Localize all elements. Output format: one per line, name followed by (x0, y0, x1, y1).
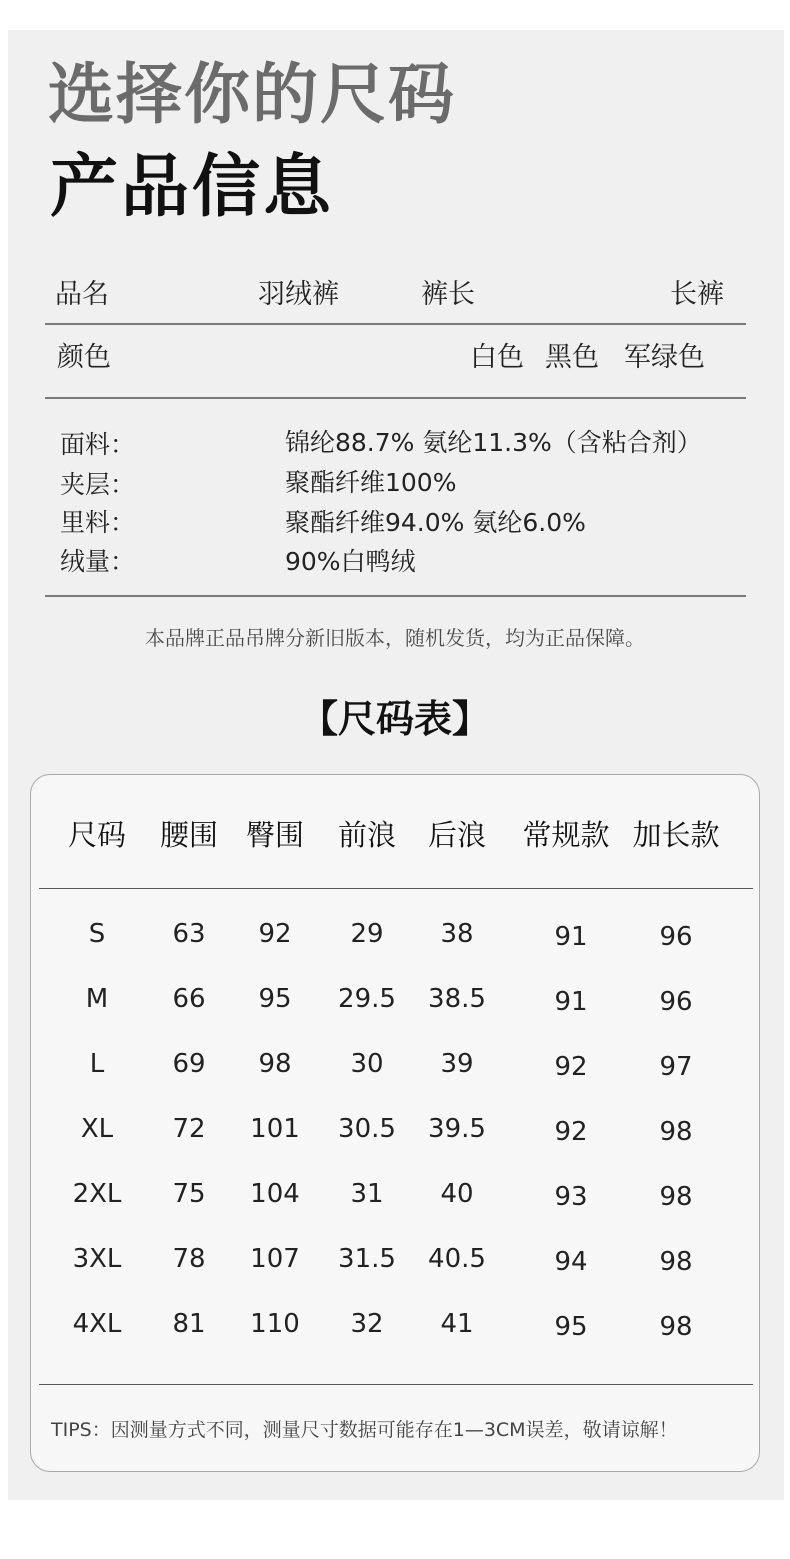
cell-front-rise: 31 (350, 1179, 384, 1209)
cell-size: M (85, 984, 109, 1014)
cell-hip: 101 (250, 1114, 300, 1144)
fabric-value-shell: 锦纶88.7% 氨纶11.3%（含粘合剂） (285, 428, 702, 457)
header-waist: 腰围 (159, 818, 219, 852)
header-regular-length: 常规款 (522, 818, 610, 852)
cell-size: L (89, 1049, 105, 1079)
cell-back-rise: 38.5 (428, 984, 486, 1014)
cell-back-rise: 39 (440, 1049, 474, 1079)
color-label: 颜色 (57, 342, 111, 373)
divider (45, 595, 746, 597)
cell-regular-length: 94 (554, 1247, 588, 1277)
cell-regular-length: 93 (554, 1182, 588, 1212)
size-chart-title: 【尺码表】 (299, 697, 490, 741)
cell-front-rise: 30 (350, 1049, 384, 1079)
fabric-label-fill: 绒量： (60, 547, 136, 576)
header-back-rise: 后浪 (427, 818, 487, 852)
cell-long-length: 97 (659, 1052, 693, 1082)
cell-hip: 110 (250, 1309, 300, 1339)
cell-size: 4XL (72, 1309, 122, 1339)
cell-size: XL (80, 1114, 114, 1144)
tips-note: TIPS：因测量方式不同，测量尺寸数据可能存在1—3CM误差，敬请谅解！ (51, 1419, 678, 1441)
cell-hip: 92 (258, 919, 292, 949)
cell-waist: 72 (172, 1114, 206, 1144)
cell-long-length: 98 (659, 1117, 693, 1147)
cell-regular-length: 91 (554, 922, 588, 952)
fabric-value-interlayer: 聚酯纤维100% (285, 468, 457, 497)
cell-back-rise: 40.5 (428, 1244, 486, 1274)
color-value-black: 黑色 (545, 342, 599, 373)
cell-long-length: 96 (659, 922, 693, 952)
cell-regular-length: 92 (554, 1052, 588, 1082)
cell-waist: 66 (172, 984, 206, 1014)
cell-waist: 78 (172, 1244, 206, 1274)
cell-back-rise: 38 (440, 919, 474, 949)
divider (45, 397, 746, 399)
table-footer-divider (39, 1384, 753, 1385)
cell-front-rise: 29 (350, 919, 384, 949)
authenticity-note: 本品牌正品吊牌分新旧版本，随机发货，均为正品保障。 (145, 626, 645, 650)
cell-back-rise: 41 (440, 1309, 474, 1339)
cell-long-length: 98 (659, 1182, 693, 1212)
cell-size: 2XL (72, 1179, 122, 1209)
cell-front-rise: 30.5 (338, 1114, 396, 1144)
fabric-label-lining: 里料： (60, 508, 136, 537)
cell-back-rise: 39.5 (428, 1114, 486, 1144)
cell-waist: 81 (172, 1309, 206, 1339)
cell-long-length: 96 (659, 987, 693, 1017)
fabric-label-interlayer: 夹层： (60, 470, 136, 499)
cell-back-rise: 40 (440, 1179, 474, 1209)
header-long-length: 加长款 (632, 818, 720, 852)
cell-size: 3XL (72, 1244, 122, 1274)
header-front-rise: 前浪 (337, 818, 397, 852)
color-value-army-green: 军绿色 (624, 342, 705, 373)
cell-regular-length: 92 (554, 1117, 588, 1147)
cell-long-length: 98 (659, 1312, 693, 1342)
cell-size: S (88, 919, 106, 949)
cell-waist: 63 (172, 919, 206, 949)
pants-length-label: 裤长 (421, 279, 475, 310)
product-name-label: 品名 (55, 279, 109, 310)
fabric-label-shell: 面料： (60, 430, 136, 459)
header-hip: 臀围 (245, 818, 305, 852)
color-value-white: 白色 (470, 342, 524, 373)
cell-waist: 69 (172, 1049, 206, 1079)
cell-hip: 98 (258, 1049, 292, 1079)
table-header-divider (39, 888, 753, 889)
header-size: 尺码 (67, 818, 127, 852)
cell-waist: 75 (172, 1179, 206, 1209)
fabric-value-fill: 90%白鸭绒 (285, 547, 416, 576)
fabric-value-lining: 聚酯纤维94.0% 氨纶6.0% (285, 508, 586, 537)
cell-front-rise: 32 (350, 1309, 384, 1339)
cell-hip: 95 (258, 984, 292, 1014)
section-title-product-info: 产品信息 (50, 148, 335, 227)
cell-hip: 107 (250, 1244, 300, 1274)
cell-regular-length: 95 (554, 1312, 588, 1342)
pants-length-value: 长裤 (670, 279, 724, 310)
cell-long-length: 98 (659, 1247, 693, 1277)
size-chart-card (30, 774, 760, 1472)
page-title: 选择你的尺码 (48, 56, 456, 133)
cell-regular-length: 91 (554, 987, 588, 1017)
product-name-value: 羽绒裤 (258, 279, 339, 310)
cell-front-rise: 31.5 (338, 1244, 396, 1274)
cell-hip: 104 (250, 1179, 300, 1209)
divider (45, 323, 746, 325)
cell-front-rise: 29.5 (338, 984, 396, 1014)
